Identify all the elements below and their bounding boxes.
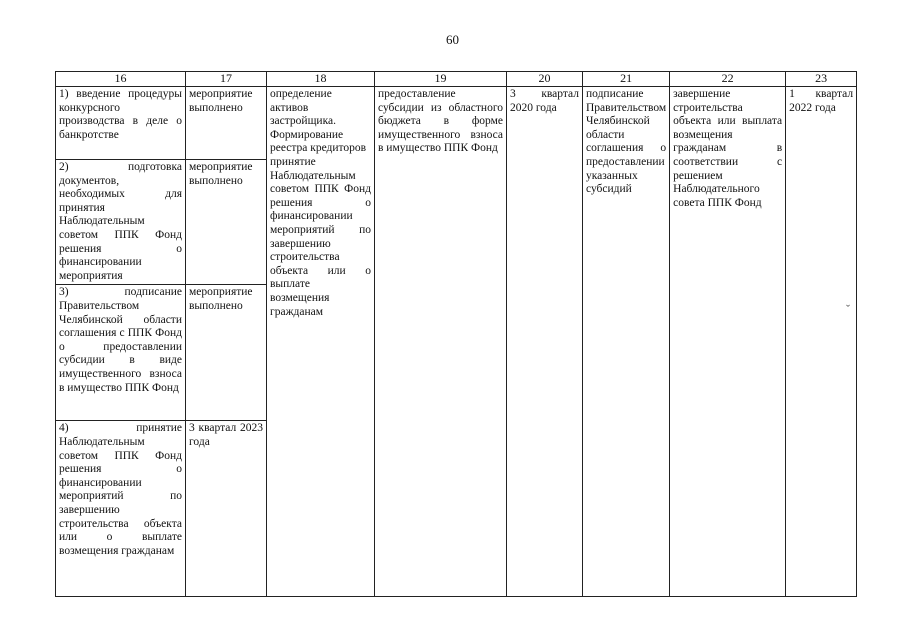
step-1-status-cell [186,87,267,160]
col21-text: подписание Правительством Челябинской области соглашения о предоставлении указанных субсидий [586,88,667,196]
step-1-cell [56,87,186,160]
col18-text: определение активов застройщика. Формирование реестра кредиторов принятие Наблюдательным советом ППК Фонд решения о финансировании мероприятий по завершению строительства объекта или о выплате возмещения гражданам [270,88,371,318]
col21-cell [583,87,670,597]
page-number: 60 [446,32,459,47]
step-2-status: мероприятие выполнено [189,161,253,187]
col19-cell [375,87,507,597]
column-header-21: 21 [583,72,670,87]
column-header-18: 18 [267,72,375,87]
plan-table [55,71,857,597]
column-header-16: 16 [56,72,186,87]
col20-text: 3 квартал 2020 года [510,88,579,114]
column-header-23: 23 [786,72,857,87]
step-4-status: 3 квартал 2023 года [189,422,263,448]
table-row [56,87,857,160]
step-4-status-cell [186,421,267,597]
step-3-status-cell [186,285,267,421]
step-3-cell [56,285,186,421]
step-2-cell [56,160,186,285]
column-header-20: 20 [507,72,583,87]
col23-cell [786,87,857,597]
header-row [56,72,857,87]
step-2-text: 2) подготовка документов, необходимых для принятия Наблюдательным советом ППК Фонд решения о финансировании мероприятия [59,161,182,282]
column-header-22: 22 [670,72,786,87]
col18-cell [267,87,375,597]
scan-mark-icon: ˇ [846,302,850,316]
step-2-status-cell [186,160,267,285]
col22-text: завершение строительства объекта или выплата возмещения гражданам в соответствии с решением Наблюдательного совета ППК Фонд [673,88,783,209]
col19-text: предоставление субсидии из областного бюджета в форме имущественного взноса в имущество ППК Фонд [378,88,503,155]
col23-text: 1 квартал 2022 года [789,88,854,114]
step-1-text: 1) введение процедуры конкурсного производства в деле о банкротстве [59,88,182,141]
column-header-19: 19 [375,72,507,87]
step-1-status: мероприятие выполнено [189,88,253,114]
step-3-text: 3) подписание Правительством Челябинской области соглашения с ППК Фонд о предоставлении субсидии в виде имущественного взноса в имущество ППК Фонд [59,286,182,394]
step-4-cell [56,421,186,597]
step-4-text: 4) принятие Наблюдательным советом ППК Фонд решения о финансировании мероприятий по завершению строительства объекта или о выплате возмещения гражданам [59,422,182,557]
column-header-17: 17 [186,72,267,87]
step-3-status: мероприятие выполнено [189,286,253,312]
col22-cell [670,87,786,597]
col20-cell [507,87,583,597]
